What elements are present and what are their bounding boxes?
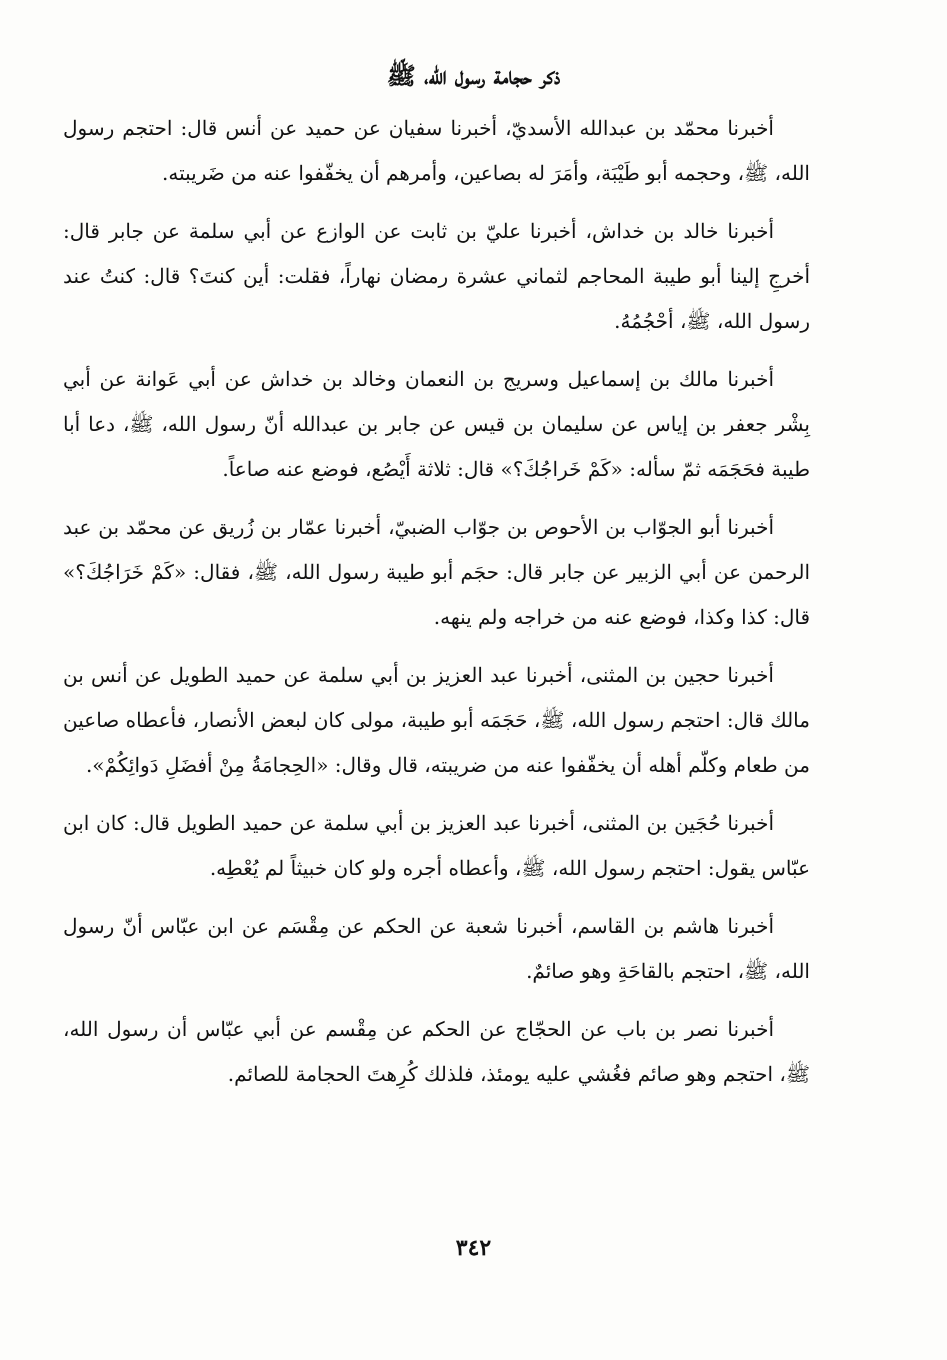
paragraph-8: أخبرنا نصر بن باب عن الحجّاج عن الحكم عن مِقْسم عن أبي عبّاس أن رسول الله، ﷺ، احتجم وهو صائم فغُشي عليه يومئذ، فلذلك كُرِهتَ الحجامة للصائم.: [63, 1017, 810, 1086]
chapter-title: ذكر حجامة رسول الله، ﷺ: [386, 61, 561, 90]
paragraph-7: أخبرنا هاشم بن القاسم، أخبرنا شعبة عن الحكم عن مِقْسَم عن ابن عبّاس أنّ رسول الله، ﷺ، احتجم بالقاحَةِ وهو صائمٌ.: [63, 914, 810, 983]
paragraph-4: أخبرنا أبو الجوّاب بن الأحوص بن جوّاب الضبيّ، أخبرنا عمّار بن زُريق عن محمّد بن عبد الرحمن عن أبي الزبير عن جابر قال: حجَم أبو طيبة رسول الله، ﷺ، فقال: «كَمْ خَرَاجُكَ؟» قال: كذا وكذا، فوضع عنه من خراجه ولم ينهه.: [63, 515, 810, 629]
paragraph-5: أخبرنا حجين بن المثنى، أخبرنا عبد العزيز بن أبي سلمة عن حميد الطويل عن أنس بن مالك قال: احتجم رسول الله، ﷺ، حَجَمَه أبو طيبة، مولى كان لبعض الأنصار، فأعطاه صاعين من طعام وكلّم أهله أن يخفّفوا عنه من ضريبته، قال وقال: «الحِجامَةُ مِنْ أفضَلِ دَوائِكُمْ».: [63, 663, 810, 777]
paragraph-1: أخبرنا محمّد بن عبدالله الأسديّ، أخبرنا سفيان عن حميد عن أنس قال: احتجم رسول الله، ﷺ، وحجمه أبو طَيْبَة، وأمَرَ له بصاعين، وأمرهم أن يخفّفوا عنه من ضَريبته.: [63, 116, 810, 185]
paragraph-6: أخبرنا حُجَين بن المثنى، أخبرنا عبد العزيز بن أبي سلمة عن حميد الطويل قال: كان ابن عبّاس يقول: احتجم رسول الله، ﷺ، وأعطاه أجره ولو كان خبيثاً لم يُعْطِه.: [63, 811, 810, 880]
paragraph-3: أخبرنا مالك بن إسماعيل وسريج بن النعمان وخالد بن خداش عن أبي عَوانة عن أبي بِشْر جعفر بن إياس عن سليمان بن قيس عن جابر بن عبدالله أنّ رسول الله، ﷺ، دعا أبا طيبة فحَجَمَه ثمّ سأله: «كَمْ خَراجُكَ؟» قال: ثلاثة أَيْصُع، فوضع عنه صاعاً.: [63, 367, 810, 481]
page-number: ٣٤٢: [455, 1235, 492, 1261]
text-body: [63, 106, 810, 1110]
paragraph-2: أخبرنا خالد بن خداش، أخبرنا عليّ بن ثابت عن الوازع عن أبي سلمة عن جابر قال: أخرجِ إلينا أبو طيبة المحاجم لثماني عشرة رمضان نهاراً، فقلت: أين كنتَ؟ قال: كنتُ عند رسول الله، ﷺ، أحْجُمُهُ.: [63, 219, 811, 333]
